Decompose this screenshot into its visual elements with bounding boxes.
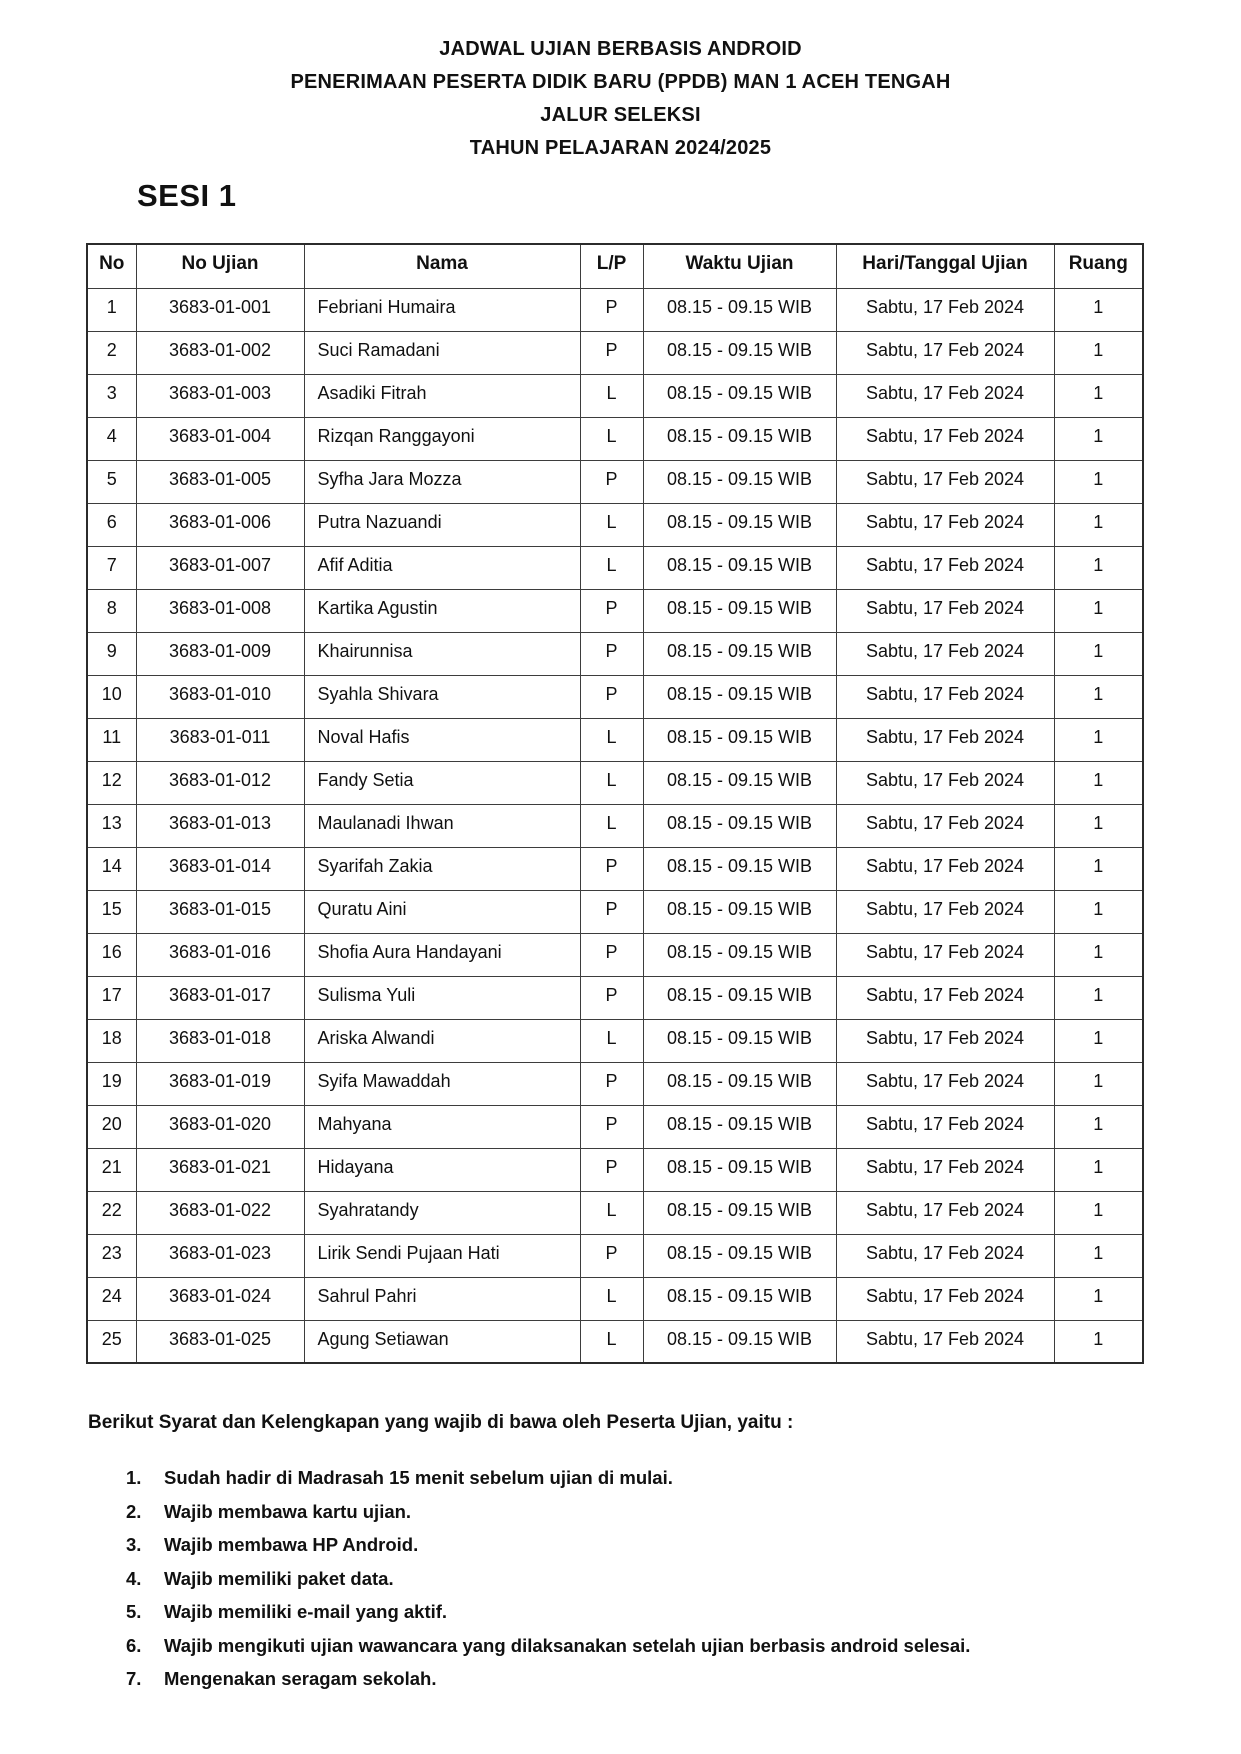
table-cell: Khairunnisa: [304, 632, 580, 675]
table-cell: Sabtu, 17 Feb 2024: [836, 331, 1054, 374]
table-cell: Sabtu, 17 Feb 2024: [836, 1234, 1054, 1277]
table-cell: 08.15 - 09.15 WIB: [643, 1019, 836, 1062]
table-cell: 1: [1054, 460, 1143, 503]
requirement-text: Wajib mengikuti ujian wawancara yang dilaksanakan setelah ujian berbasis android selesai.: [164, 1634, 971, 1656]
table-cell: 11: [87, 718, 136, 761]
table-cell: Kartika Agustin: [304, 589, 580, 632]
table-cell: 14: [87, 847, 136, 890]
table-cell: 10: [87, 675, 136, 718]
table-row: [87, 1191, 1143, 1234]
requirement-item: [126, 1595, 1241, 1629]
table-cell: Sabtu, 17 Feb 2024: [836, 890, 1054, 933]
table-cell: 08.15 - 09.15 WIB: [643, 374, 836, 417]
table-cell: Sabtu, 17 Feb 2024: [836, 503, 1054, 546]
table-cell: Sabtu, 17 Feb 2024: [836, 1191, 1054, 1234]
table-cell: 4: [87, 417, 136, 460]
table-cell: 1: [1054, 632, 1143, 675]
table-cell: 18: [87, 1019, 136, 1062]
requirements-list: [126, 1461, 1241, 1696]
table-cell: Sabtu, 17 Feb 2024: [836, 417, 1054, 460]
requirement-number: 6.: [126, 1634, 142, 1656]
table-cell: 1: [1054, 847, 1143, 890]
table-row: [87, 1105, 1143, 1148]
table-cell: Hidayana: [304, 1148, 580, 1191]
table-cell: 8: [87, 589, 136, 632]
column-header: Nama: [304, 244, 580, 288]
table-cell: Syifa Mawaddah: [304, 1062, 580, 1105]
table-cell: Sulisma Yuli: [304, 976, 580, 1019]
column-header: Ruang: [1054, 244, 1143, 288]
requirement-number: 1.: [126, 1467, 142, 1488]
table-cell: L: [580, 417, 643, 460]
requirement-text: Wajib membawa kartu ujian.: [164, 1500, 412, 1522]
table-cell: 3: [87, 374, 136, 417]
table-cell: Putra Nazuandi: [304, 503, 580, 546]
table-cell: P: [580, 675, 643, 718]
table-cell: P: [580, 1105, 643, 1148]
requirement-text: Mengenakan seragam sekolah.: [164, 1668, 437, 1689]
requirements-heading: Berikut Syarat dan Kelengkapan yang wajib di bawa oleh Peserta Ujian, yaitu :: [88, 1412, 794, 1433]
table-cell: L: [580, 546, 643, 589]
table-row: [87, 675, 1143, 718]
table-cell: 08.15 - 09.15 WIB: [643, 890, 836, 933]
table-cell: P: [580, 890, 643, 933]
table-cell: 1: [1054, 1277, 1143, 1320]
table-cell: Quratu Aini: [304, 890, 580, 933]
table-row: [87, 1277, 1143, 1320]
table-cell: Sabtu, 17 Feb 2024: [836, 288, 1054, 331]
session-title: SESI 1: [137, 178, 237, 213]
table-cell: 25: [87, 1320, 136, 1363]
table-cell: Sabtu, 17 Feb 2024: [836, 804, 1054, 847]
table-cell: P: [580, 589, 643, 632]
title-line-2: PENERIMAAN PESERTA DIDIK BARU (PPDB) MAN 1 ACEH TENGAH: [290, 71, 951, 93]
table-cell: Sabtu, 17 Feb 2024: [836, 976, 1054, 1019]
table-cell: 08.15 - 09.15 WIB: [643, 718, 836, 761]
requirement-text: Sudah hadir di Madrasah 15 menit sebelum ujian di mulai.: [164, 1467, 673, 1488]
table-cell: 3683-01-015: [136, 890, 304, 933]
table-row: [87, 718, 1143, 761]
table-cell: 3683-01-019: [136, 1062, 304, 1105]
table-cell: Sabtu, 17 Feb 2024: [836, 1105, 1054, 1148]
requirement-item: [126, 1461, 1241, 1495]
table-row: [87, 417, 1143, 460]
table-cell: 3683-01-018: [136, 1019, 304, 1062]
table-cell: 08.15 - 09.15 WIB: [643, 288, 836, 331]
table-cell: 1: [87, 288, 136, 331]
table-cell: Suci Ramadani: [304, 331, 580, 374]
requirement-number: 2.: [126, 1500, 142, 1522]
table-cell: 3683-01-024: [136, 1277, 304, 1320]
requirement-item: [126, 1495, 1241, 1529]
table-cell: P: [580, 1148, 643, 1191]
table-row: [87, 761, 1143, 804]
table-cell: Shofia Aura Handayani: [304, 933, 580, 976]
table-cell: 3683-01-006: [136, 503, 304, 546]
table-cell: 21: [87, 1148, 136, 1191]
table-cell: 1: [1054, 1019, 1143, 1062]
table-cell: 1: [1054, 890, 1143, 933]
table-cell: Afif Aditia: [304, 546, 580, 589]
table-cell: Sabtu, 17 Feb 2024: [836, 632, 1054, 675]
table-cell: Asadiki Fitrah: [304, 374, 580, 417]
requirement-number: 3.: [126, 1534, 142, 1555]
table-cell: 1: [1054, 675, 1143, 718]
table-cell: 1: [1054, 546, 1143, 589]
table-cell: 3683-01-022: [136, 1191, 304, 1234]
table-row: [87, 1320, 1143, 1363]
table-cell: Sabtu, 17 Feb 2024: [836, 1062, 1054, 1105]
table-cell: 1: [1054, 1148, 1143, 1191]
table-cell: L: [580, 1191, 643, 1234]
table-cell: 3683-01-016: [136, 933, 304, 976]
column-header: No Ujian: [136, 244, 304, 288]
table-cell: Sabtu, 17 Feb 2024: [836, 675, 1054, 718]
table-row: [87, 632, 1143, 675]
table-cell: 08.15 - 09.15 WIB: [643, 847, 836, 890]
table-cell: 3683-01-007: [136, 546, 304, 589]
requirement-number: 7.: [126, 1668, 142, 1689]
table-cell: P: [580, 460, 643, 503]
table-cell: 16: [87, 933, 136, 976]
table-cell: 3683-01-010: [136, 675, 304, 718]
table-cell: Sabtu, 17 Feb 2024: [836, 847, 1054, 890]
table-cell: 1: [1054, 761, 1143, 804]
requirement-text: Wajib memiliki paket data.: [164, 1567, 394, 1589]
table-cell: 1: [1054, 331, 1143, 374]
table-row: [87, 288, 1143, 331]
table-cell: L: [580, 1320, 643, 1363]
table-cell: 1: [1054, 417, 1143, 460]
table-cell: 7: [87, 546, 136, 589]
table-cell: 19: [87, 1062, 136, 1105]
requirement-text: Wajib membawa HP Android.: [164, 1534, 419, 1555]
table-cell: L: [580, 718, 643, 761]
table-cell: Sabtu, 17 Feb 2024: [836, 718, 1054, 761]
table-cell: Noval Hafis: [304, 718, 580, 761]
table-cell: 08.15 - 09.15 WIB: [643, 1320, 836, 1363]
table-row: [87, 503, 1143, 546]
table-cell: Sabtu, 17 Feb 2024: [836, 374, 1054, 417]
table-cell: 3683-01-017: [136, 976, 304, 1019]
table-cell: 1: [1054, 1191, 1143, 1234]
table-cell: Sabtu, 17 Feb 2024: [836, 1148, 1054, 1191]
table-cell: 3683-01-013: [136, 804, 304, 847]
table-cell: 1: [1054, 1062, 1143, 1105]
table-cell: 08.15 - 09.15 WIB: [643, 1105, 836, 1148]
table-cell: Sabtu, 17 Feb 2024: [836, 1277, 1054, 1320]
table-cell: 1: [1054, 1320, 1143, 1363]
table-cell: 13: [87, 804, 136, 847]
table-row: [87, 1148, 1143, 1191]
table-cell: 17: [87, 976, 136, 1019]
title-line-3: JALUR SELEKSI: [540, 104, 701, 126]
table-cell: 08.15 - 09.15 WIB: [643, 503, 836, 546]
schedule-table-body: [87, 288, 1143, 1363]
table-cell: 3683-01-005: [136, 460, 304, 503]
table-cell: 08.15 - 09.15 WIB: [643, 632, 836, 675]
table-cell: 3683-01-011: [136, 718, 304, 761]
table-cell: Rizqan Ranggayoni: [304, 417, 580, 460]
table-cell: 1: [1054, 1234, 1143, 1277]
table-cell: L: [580, 761, 643, 804]
requirement-item: [126, 1562, 1241, 1596]
table-cell: Sabtu, 17 Feb 2024: [836, 460, 1054, 503]
table-cell: L: [580, 804, 643, 847]
table-cell: P: [580, 331, 643, 374]
schedule-table-header-row: [87, 244, 1143, 288]
column-header: Waktu Ujian: [643, 244, 836, 288]
table-cell: P: [580, 976, 643, 1019]
table-cell: Sabtu, 17 Feb 2024: [836, 761, 1054, 804]
table-cell: L: [580, 374, 643, 417]
table-cell: Maulanadi Ihwan: [304, 804, 580, 847]
table-cell: Sabtu, 17 Feb 2024: [836, 933, 1054, 976]
requirement-number: 5.: [126, 1601, 142, 1622]
table-cell: Febriani Humaira: [304, 288, 580, 331]
table-row: [87, 1019, 1143, 1062]
table-cell: 20: [87, 1105, 136, 1148]
exam-schedule-table: [86, 243, 1144, 1364]
table-cell: Syarifah Zakia: [304, 847, 580, 890]
column-header: Hari/Tanggal Ujian: [836, 244, 1054, 288]
table-row: [87, 847, 1143, 890]
table-cell: 1: [1054, 503, 1143, 546]
table-cell: 08.15 - 09.15 WIB: [643, 1277, 836, 1320]
table-cell: Syahratandy: [304, 1191, 580, 1234]
table-cell: 3683-01-012: [136, 761, 304, 804]
table-cell: 12: [87, 761, 136, 804]
table-cell: 23: [87, 1234, 136, 1277]
table-cell: 2: [87, 331, 136, 374]
table-cell: Sahrul Pahri: [304, 1277, 580, 1320]
table-cell: 9: [87, 632, 136, 675]
table-cell: Agung Setiawan: [304, 1320, 580, 1363]
table-cell: Ariska Alwandi: [304, 1019, 580, 1062]
table-cell: 24: [87, 1277, 136, 1320]
table-cell: 08.15 - 09.15 WIB: [643, 1234, 836, 1277]
table-cell: 3683-01-004: [136, 417, 304, 460]
table-cell: P: [580, 1234, 643, 1277]
table-cell: L: [580, 1277, 643, 1320]
title-line-1: JADWAL UJIAN BERBASIS ANDROID: [439, 38, 802, 60]
table-cell: Syahla Shivara: [304, 675, 580, 718]
requirement-text: Wajib memiliki e-mail yang aktif.: [164, 1601, 448, 1622]
requirement-item: [126, 1662, 1241, 1696]
table-cell: Mahyana: [304, 1105, 580, 1148]
table-row: [87, 546, 1143, 589]
table-cell: 1: [1054, 976, 1143, 1019]
table-cell: 08.15 - 09.15 WIB: [643, 933, 836, 976]
table-row: [87, 976, 1143, 1019]
table-cell: 08.15 - 09.15 WIB: [643, 675, 836, 718]
requirement-item: [126, 1528, 1241, 1562]
table-cell: 3683-01-002: [136, 331, 304, 374]
table-cell: 1: [1054, 718, 1143, 761]
table-cell: 1: [1054, 374, 1143, 417]
table-cell: 3683-01-003: [136, 374, 304, 417]
table-row: [87, 331, 1143, 374]
table-cell: 3683-01-020: [136, 1105, 304, 1148]
table-cell: 3683-01-009: [136, 632, 304, 675]
table-cell: 3683-01-023: [136, 1234, 304, 1277]
table-cell: 15: [87, 890, 136, 933]
table-cell: P: [580, 933, 643, 976]
table-cell: L: [580, 1019, 643, 1062]
table-cell: 08.15 - 09.15 WIB: [643, 331, 836, 374]
table-cell: P: [580, 288, 643, 331]
table-cell: 08.15 - 09.15 WIB: [643, 761, 836, 804]
table-cell: 3683-01-014: [136, 847, 304, 890]
table-cell: Sabtu, 17 Feb 2024: [836, 589, 1054, 632]
table-row: [87, 1234, 1143, 1277]
table-cell: 3683-01-025: [136, 1320, 304, 1363]
table-cell: 08.15 - 09.15 WIB: [643, 1191, 836, 1234]
table-cell: 6: [87, 503, 136, 546]
table-cell: Sabtu, 17 Feb 2024: [836, 546, 1054, 589]
table-cell: 08.15 - 09.15 WIB: [643, 546, 836, 589]
table-cell: 08.15 - 09.15 WIB: [643, 1062, 836, 1105]
title-line-4: TAHUN PELAJARAN 2024/2025: [469, 137, 772, 159]
table-cell: 1: [1054, 804, 1143, 847]
table-cell: 08.15 - 09.15 WIB: [643, 417, 836, 460]
requirement-item: [126, 1629, 1241, 1663]
table-cell: P: [580, 1062, 643, 1105]
table-cell: 08.15 - 09.15 WIB: [643, 1148, 836, 1191]
table-row: [87, 460, 1143, 503]
table-cell: 1: [1054, 288, 1143, 331]
table-cell: 1: [1054, 1105, 1143, 1148]
table-row: [87, 374, 1143, 417]
table-row: [87, 890, 1143, 933]
table-cell: 3683-01-021: [136, 1148, 304, 1191]
table-cell: 08.15 - 09.15 WIB: [643, 804, 836, 847]
column-header: No: [87, 244, 136, 288]
requirement-number: 4.: [126, 1567, 142, 1589]
table-cell: 1: [1054, 933, 1143, 976]
table-row: [87, 1062, 1143, 1105]
table-cell: 5: [87, 460, 136, 503]
table-cell: 08.15 - 09.15 WIB: [643, 976, 836, 1019]
table-cell: P: [580, 632, 643, 675]
table-cell: 1: [1054, 589, 1143, 632]
table-row: [87, 589, 1143, 632]
table-cell: 3683-01-008: [136, 589, 304, 632]
table-cell: 3683-01-001: [136, 288, 304, 331]
table-cell: Syfha Jara Mozza: [304, 460, 580, 503]
document-header: [0, 0, 1241, 165]
table-row: [87, 933, 1143, 976]
table-cell: P: [580, 847, 643, 890]
table-cell: 08.15 - 09.15 WIB: [643, 460, 836, 503]
table-cell: 22: [87, 1191, 136, 1234]
table-cell: Sabtu, 17 Feb 2024: [836, 1320, 1054, 1363]
table-cell: Lirik Sendi Pujaan Hati: [304, 1234, 580, 1277]
table-cell: 08.15 - 09.15 WIB: [643, 589, 836, 632]
column-header: L/P: [580, 244, 643, 288]
table-row: [87, 804, 1143, 847]
table-cell: L: [580, 503, 643, 546]
table-cell: Sabtu, 17 Feb 2024: [836, 1019, 1054, 1062]
table-cell: Fandy Setia: [304, 761, 580, 804]
